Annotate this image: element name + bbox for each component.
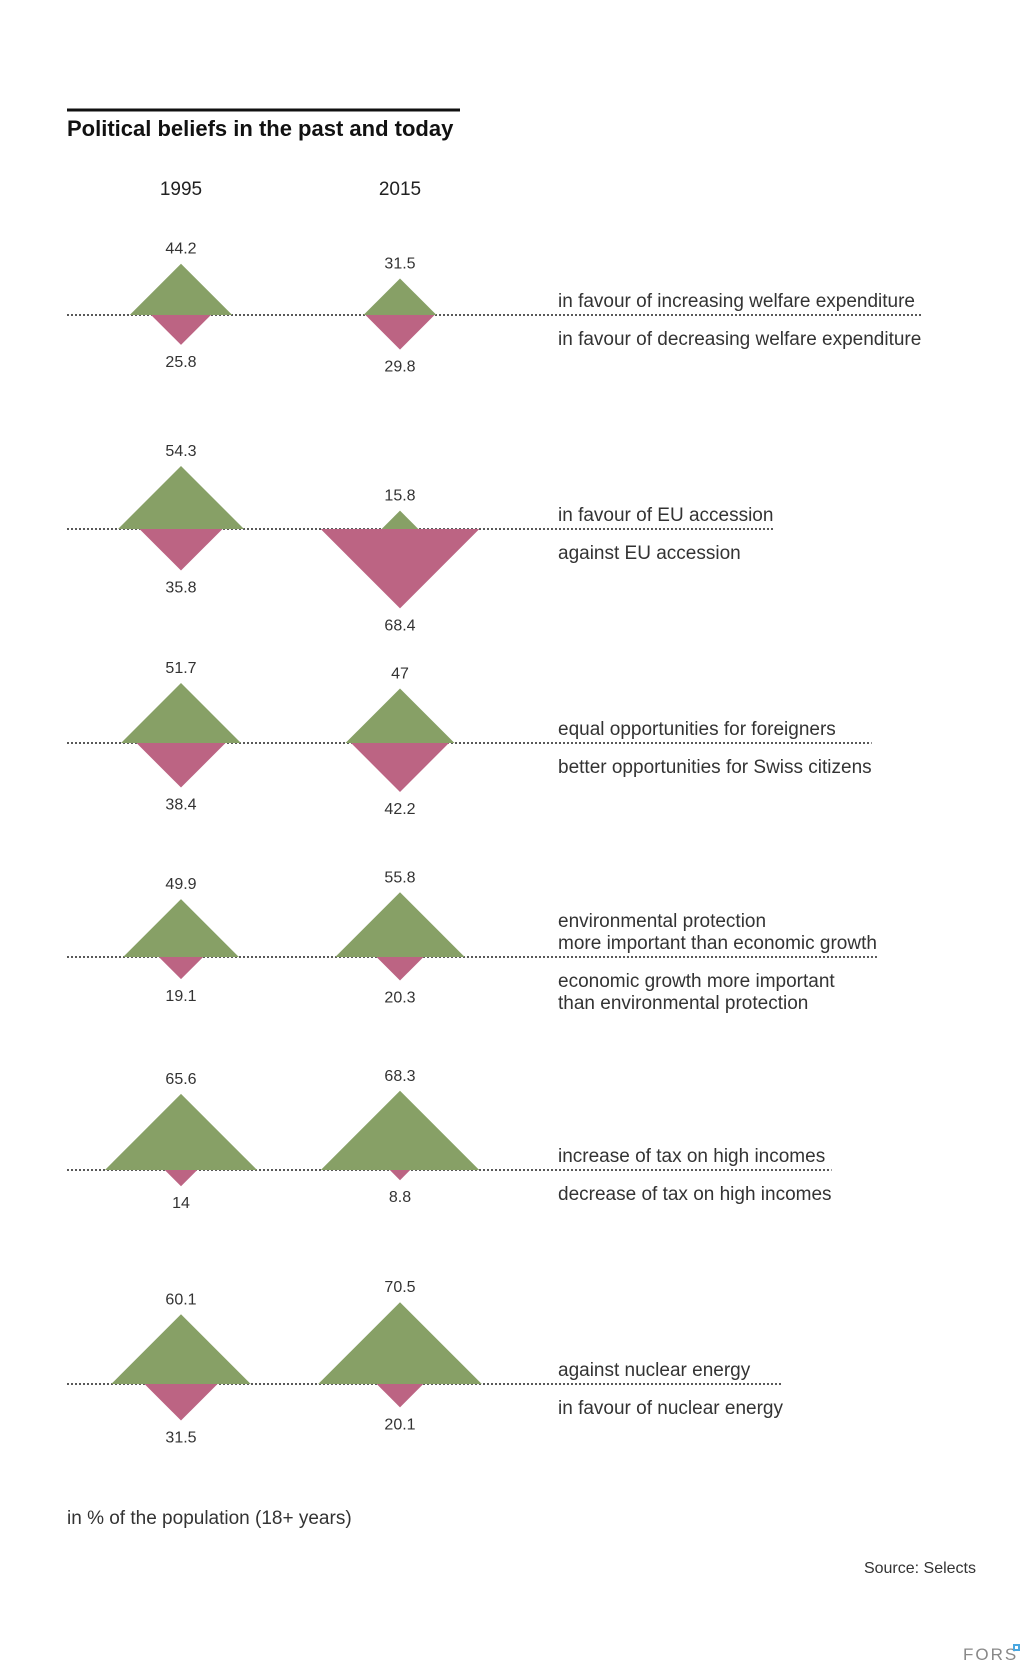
- row-2-2015-lower-triangle: [321, 529, 480, 608]
- row-3-lower-label-line-1: better opportunities for Swiss citizens: [558, 757, 872, 778]
- row-1-1995-lower-triangle: [151, 315, 211, 345]
- row-2-1995-lower-triangle: [139, 529, 222, 571]
- row-4-1995-lower-triangle: [159, 957, 203, 979]
- row-2-1995-upper-value: 54.3: [165, 443, 197, 461]
- row-4-1995-lower-value: 19.1: [165, 988, 197, 1006]
- row-6-2015-upper-value: 70.5: [384, 1279, 416, 1297]
- row-1-2015-lower-value: 29.8: [384, 358, 416, 376]
- row-2-1995-upper-triangle: [118, 466, 244, 529]
- row-1-1995-lower-value: 25.8: [165, 353, 197, 371]
- row-6-1995-upper-value: 60.1: [165, 1291, 197, 1309]
- row-3-1995-upper-triangle: [121, 683, 241, 743]
- row-4-upper-label-line-2: more important than economic growth: [558, 933, 877, 954]
- row-5-2015-lower-triangle: [390, 1170, 410, 1180]
- row-1-1995-upper-triangle: [130, 264, 233, 315]
- row-4-2015-lower-triangle: [376, 957, 423, 981]
- row-6-2015-lower-value: 20.1: [384, 1416, 416, 1434]
- chart-title: Political beliefs in the past and today: [67, 116, 454, 141]
- row-2-2015-upper-triangle: [382, 511, 419, 529]
- row-5-1995-upper-triangle: [105, 1094, 257, 1170]
- row-3-1995-lower-value: 38.4: [165, 796, 197, 814]
- row-4-lower-label-line-1: economic growth more important: [558, 971, 835, 992]
- row-5-1995-lower-triangle: [165, 1170, 197, 1186]
- row-2-2015-upper-value: 15.8: [384, 487, 416, 505]
- row-3-1995-upper-value: 51.7: [165, 660, 197, 678]
- row-3-2015-lower-triangle: [351, 743, 449, 792]
- row-6-2015-upper-triangle: [318, 1302, 482, 1384]
- fors-logo: FORS: [963, 1645, 1019, 1664]
- row-6-2015-lower-triangle: [377, 1384, 424, 1407]
- row-1-2015-lower-triangle: [365, 315, 434, 350]
- row-4-2015-lower-value: 20.3: [384, 989, 416, 1007]
- row-2-2015-lower-value: 68.4: [384, 617, 416, 635]
- row-4-upper-label-line-1: environmental protection: [558, 911, 767, 932]
- row-2-upper-label-line-1: in favour of EU accession: [558, 505, 774, 526]
- year-label-2015: 2015: [378, 179, 422, 200]
- year-label-1995: 1995: [159, 179, 203, 200]
- row-5-2015-lower-value: 8.8: [388, 1189, 412, 1207]
- row-6-1995-lower-value: 31.5: [165, 1429, 197, 1447]
- row-5-upper-label-line-1: increase of tax on high incomes: [558, 1146, 826, 1167]
- row-3-1995-lower-triangle: [136, 743, 225, 788]
- row-3-2015-upper-triangle: [345, 688, 454, 743]
- unit-note: in % of the population (18+ years): [67, 1508, 352, 1529]
- row-4-2015-upper-triangle: [335, 892, 464, 957]
- row-6-1995-lower-triangle: [144, 1384, 217, 1421]
- row-6-lower-label-line-1: in favour of nuclear energy: [558, 1398, 783, 1419]
- row-1-lower-label-line-1: in favour of decreasing welfare expenditure: [558, 329, 922, 350]
- row-3-2015-upper-value: 47: [391, 665, 409, 683]
- row-5-1995-lower-value: 14: [172, 1195, 190, 1213]
- row-4-2015-upper-value: 55.8: [384, 869, 416, 887]
- row-4-1995-upper-value: 49.9: [165, 876, 197, 894]
- row-1-upper-label-line-1: in favour of increasing welfare expenditure: [558, 291, 915, 312]
- row-5-2015-upper-value: 68.3: [384, 1067, 416, 1085]
- row-6-upper-label-line-1: against nuclear energy: [558, 1360, 751, 1381]
- row-5-1995-upper-value: 65.6: [165, 1070, 197, 1088]
- row-1-2015-upper-value: 31.5: [384, 255, 416, 273]
- row-1-2015-upper-triangle: [363, 278, 436, 315]
- row-3-upper-label-line-1: equal opportunities for foreigners: [558, 719, 836, 740]
- row-5-2015-upper-triangle: [321, 1091, 479, 1170]
- row-1-1995-upper-value: 44.2: [165, 240, 197, 258]
- row-4-lower-label-line-2: than environmental protection: [558, 993, 809, 1014]
- source-label: Source: Selects: [863, 1560, 976, 1577]
- row-6-1995-upper-triangle: [111, 1314, 250, 1384]
- row-2-1995-lower-value: 35.8: [165, 579, 197, 597]
- row-3-2015-lower-value: 42.2: [384, 800, 416, 818]
- row-4-1995-upper-triangle: [123, 899, 239, 957]
- row-5-lower-label-line-1: decrease of tax on high incomes: [558, 1184, 832, 1205]
- row-2-lower-label-line-1: against EU accession: [558, 543, 741, 564]
- chart-rows: [67, 241, 921, 1447]
